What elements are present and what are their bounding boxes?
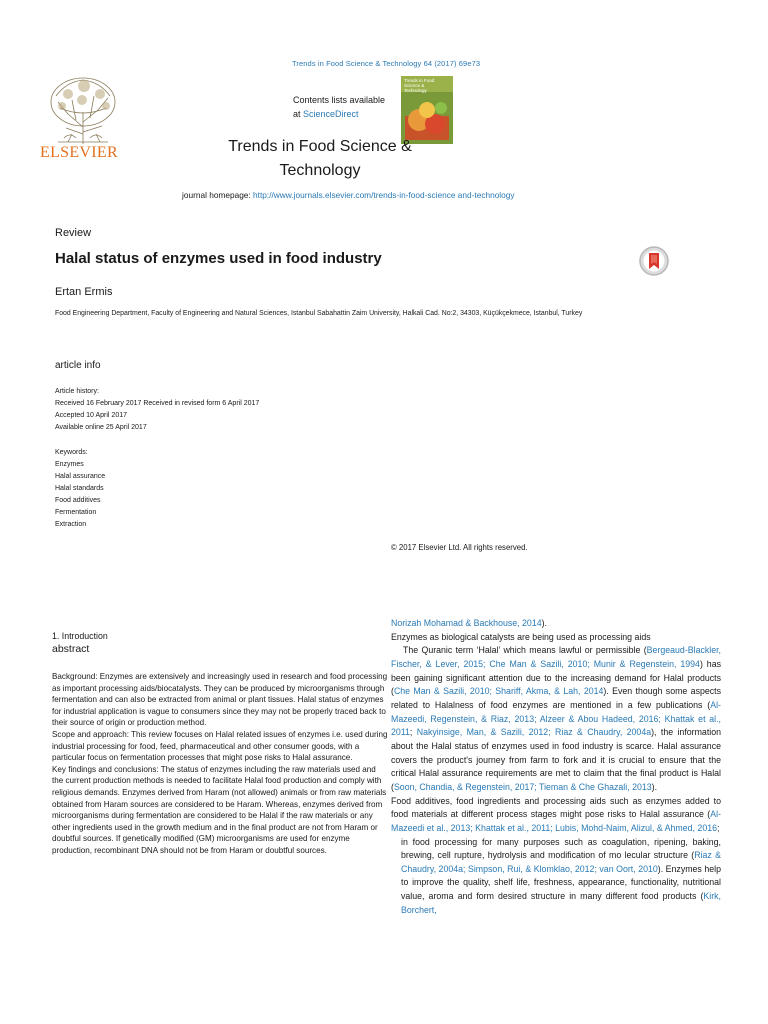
journal-title [190, 135, 450, 183]
author-name[interactable]: Ertan Ermis [55, 286, 113, 298]
body-paragraph [391, 795, 721, 836]
body-text: ). [651, 781, 658, 792]
homepage-label: journal homepage: [182, 190, 254, 200]
body-text: ). Enzymes help to improve the quality, shelf life, freshness, appearance, functionality, nutritional value, aroma and form desired structure in many different food products ( [401, 863, 721, 902]
article-history [55, 386, 259, 434]
keyword-item: Fermentation [55, 509, 97, 516]
keywords-list [55, 447, 105, 531]
journal-cover [401, 76, 453, 144]
body-text: The Quranic term ‘Halal’ which means lawful or permissible ( [403, 645, 647, 656]
publisher-name: ELSEVIER [40, 144, 118, 161]
article-info-heading: article info [55, 360, 101, 371]
body-text: ). Even though some aspects related to Halalness of food enzymes are mentioned in a few publications ( [391, 686, 721, 710]
abstract-findings: Key findings and conclusions: The status of enzymes including the raw materials used and the current production methods is needed to facilitate Halal food production and comply with religious demands. Enzymes derived from Haram (not allowed) animals or from raw materials obtained from Haram sources are considered to be Haram. Whereas, enzymes derived from microorganisms during fermentation are considered to be Halal if the raw materials or any other ingredients used in the growth medium and in the final product are not from Haram or doubtful sources. If genetically modified (GM) microorganisms are used for enzyme production, recombinant DNA should not be from Haram or doubtful sources. [52, 764, 387, 855]
keyword-item: Extraction [55, 521, 87, 528]
crossmark-badge[interactable] [638, 245, 670, 277]
citation-link[interactable]: Bergeaud-Blackler, Fischer, & Lever, 2015; Che Man & Sazili, 2010; Munir & Regenstein, 1994 [391, 645, 721, 669]
abstract-scope: Scope and approach: This review focuses on Halal related issues of enzymes i.e. used during industrial processing for food, feed, pharmaceutical and other consumer goods, with a particular focus on fermentation processes that might pose risks to Halal assurance. [52, 729, 388, 763]
keyword-item: Halal assurance [55, 473, 106, 480]
body-text: in food processing for many purposes such as coagulation, ripening, baking, brewing, cell rupture, hydrolysis and modification of mo lecular structure ( [401, 836, 721, 861]
homepage-link[interactable]: http://www.journals.elsevier.com/trends-in-food-science and-technology [253, 190, 515, 200]
body-paragraph [391, 644, 721, 794]
citation-link[interactable]: Che Man & Sazili, 2010; Shariff, Akma, & Lah, 2014 [393, 686, 604, 697]
body-paragraph [401, 836, 721, 918]
body-text: ). [541, 618, 547, 628]
copyright-notice: © 2017 Elsevier Ltd. All rights reserved. [391, 543, 528, 552]
body-text: ; [717, 822, 720, 833]
keyword-item: Enzymes [55, 461, 84, 468]
history-accepted: Accepted 10 April 2017 [55, 412, 127, 419]
section-heading-introduction: 1. Introduction [52, 631, 108, 641]
citation-link[interactable]: Norizah Mohamad & Backhouse, 2014 [391, 618, 542, 628]
history-received: Received 16 February 2017 Received in revised form 6 April 2017 [55, 400, 260, 407]
abstract-background: Background: Enzymes are extensively and increasingly used in research and food processing as important processing aids/biocatalysts. They can be produced by microorganisms through fermentation and can also be extracted from animal or plant tissues. Halal status of enzymes for industrial application is vague to consumers since they may not be properly traced back to their source of origin or production method. [52, 672, 388, 728]
keywords-label: Keywords: [55, 449, 88, 456]
citation-link[interactable]: Al-Mazeedi, Regenstein, & Riaz, 2013; Alzeer & Abou Hadeed, 2016; Khattak et al., 2011 [391, 699, 721, 738]
citation-link[interactable]: Al-Mazeedi et al., 2013; Khattak et al., 2011; Lubis, Mohd-Naim, Alizul, & Ahmed, 2016 [391, 809, 721, 833]
elsevier-logo [38, 72, 128, 167]
abstract-heading: abstract [52, 643, 90, 655]
citation-link[interactable]: Kirk, Borchert, [401, 891, 721, 915]
citation-link[interactable]: Riaz & Chaudry, 2004a; Simpson, Rui, & Klomklao, 2012; van Oort, 2010 [401, 850, 721, 874]
body-text: ), the information about the Halal status of enzymes used in food industry is scarce. Halal assurance covers the product's journey from farm to fork and it is crucial to ensure that the critical Halal assurance requirements are met to claim that the final product is Halal ( [391, 727, 721, 792]
body-text: ; [409, 727, 417, 738]
sciencedirect-link[interactable]: ScienceDirect [303, 109, 359, 119]
citation-link[interactable]: Nakyinsige, Man, & Sazili, 2012; Riaz & Chaudry, 2004a [416, 727, 652, 738]
body-text: Food additives, food ingredients and processing aids such as enzymes added to food materials at different process stages might pose risks to Halal assurance ( [391, 795, 721, 820]
journal-title-line1: Trends in Food Science & [228, 138, 412, 155]
contents-line: Contents lists available [293, 95, 386, 105]
body-text: ) has been gaining significant attention due to the increasing demand for Halal products ( [391, 658, 721, 697]
contents-notice [293, 93, 385, 121]
keyword-item: Halal standards [55, 485, 104, 492]
cover-title: Trends in Food Science & Technology [404, 78, 435, 93]
article-title: Halal status of enzymes used in food industry [55, 250, 382, 267]
history-label: Article history: [55, 388, 99, 395]
citation-link[interactable]: Soon, Chandia, & Regenstein, 2017; Tieman & Che Ghazali, 2013 [393, 781, 652, 792]
contents-at: at [293, 109, 304, 119]
history-online: Available online 25 April 2017 [55, 424, 147, 431]
body-paragraph: Enzymes as biological catalysts are being used as processing aids [391, 631, 651, 642]
keyword-item: Food additives [55, 497, 101, 504]
journal-title-line2: Technology [279, 162, 361, 179]
running-head[interactable]: Trends in Food Science & Technology 64 (2017) 69e73 [292, 59, 481, 68]
body-paragraph [391, 617, 721, 631]
article-type: Review [55, 227, 92, 239]
crossmark-icon[interactable] [638, 245, 670, 277]
author-affiliation: Food Engineering Department, Faculty of Engineering and Natural Sciences, Istanbul Sabahattin Zaim University, Halkali Cad. No:2, 34303, Küçükçekmece, Istanbul, Turkey [55, 310, 583, 317]
contents-at-line [293, 107, 385, 121]
body-text-column [391, 617, 721, 917]
abstract-body [52, 671, 389, 857]
journal-homepage [182, 190, 515, 200]
